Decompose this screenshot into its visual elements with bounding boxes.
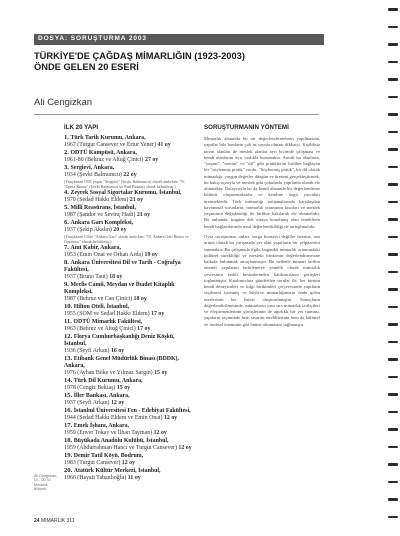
vote-count: 16 oy	[110, 348, 125, 354]
rank-number: 20.	[64, 467, 73, 474]
building-name: Hilton Oteli, İstanbul,	[73, 304, 130, 310]
building-detail: 1963 (Behruz ve Altuğ Çinici)	[64, 326, 136, 332]
rank-number: 2.	[64, 149, 69, 156]
list-item	[64, 355, 196, 377]
building-detail: 1937 (Şekip Akalın)	[64, 227, 112, 233]
binding-ring	[388, 166, 398, 169]
right-column-heading: SORUŞTURMANIN YÖNTEMİ	[204, 124, 289, 131]
list-item	[64, 407, 196, 422]
building-name: Zeyrek Sosyal Sigortalar Kurumu, İstanbul,	[70, 190, 182, 196]
binding-ring	[388, 306, 398, 309]
binding-ring	[388, 78, 398, 81]
page-title-line-1: TÜRKİYE'DE ÇAĞDAŞ MİMARLIĞIN (1923-2003)	[34, 51, 245, 61]
method-paragraph: Oysa soruşturma, onları, sorgu bonservi değiller üzerine, ana ürünü olarak bu yarışmada yer alan yapıtların bir yelpazesini sunmaktır. Bu çalışmada ilgili, bugünkü mimarlık ortamındaki kültürel sürekliliği ve mesleki birikimin değerlendirmesine katkıda bulunmak amaçlanmıştır. Bu nedenle mimari tarihin önemli yapılarını belirlemeye yönelik olarak mimarlık çevresinin farklı kesimlerinden katılımcıların görüşleri toplanmıştır. Katılımcılara gönderilen sorular ile, her birinin kendi deneyimleri ve bilgi birikimleri çerçevesinde yapıların seçilmesi istenmiş ve böylece mimarlığımızın önde gelen eserlerinin bir listesi oluşturulmuştur. Sonuçların değerlendirilmesinde, mimarların yanı sıra mimarlık tarihçileri ve eleştirmenlerinin görüşlerinin de ağırlıklı bir yer tutması, yapıların seçiminde hem tasarım niteliklerinin hem de kültürel ve tarihsel öneminin göz önüne alınmasını sağlamıştır.	[204, 234, 320, 327]
building-name: ODTÜ Mimarlık Fakültesi,	[73, 319, 143, 325]
building-detail: 1978 (Cengiz Bektaş)	[64, 385, 116, 391]
rank-number: 5.	[64, 204, 69, 211]
method-paragraph: Mimarlık alanında bu tür değerlendirmelerin yapılmasına, yapıtlar bile bunların çok az sayıda olması dikkatçi. Kişiliksiz tarzın alanları de meslek alanlar ayrı bicimde çalışması ve kendi alanlarını ayrı varlıkla korumakta. Ancak bu alanların, "yaşam", "üretim" ve "dil" gibi pratiklerini birlikte bağlayan bir "söylenmiş pratik" vardır. "Söylenmiş pratik", bir dil olarak mimarlığı, yaygın değerler düzgün ve üretimi gerçekleştirmek, bu bakış açısıyla ve meslek gibi çokuluslu yapılarda olarak ele alınmakta. Dolayısıyla bu da kendi alanında bir değerlendirme kültürü oluşturmaktadır ve kendine özgü yayınları üretmektedir. Türk mimarlığı tartışmalarında karşılaşılan kavramsal sorunların, mimarlık ortamının kısıtları ve meslek yaşamının değişkenliği ile birlikte bakılarak ele alınmalıdır. Bu anlamda, bugüne dek ortaya konulmuş olan örneklerin kendi bağlamlarında nasıl değerlendirildiği de tartışılmalıdır.	[204, 136, 320, 229]
vote-count: 19 oy	[144, 252, 158, 258]
binding-ring	[388, 288, 398, 291]
binding-ring	[388, 218, 398, 221]
building-name: ODTÜ Kampüsü, Ankara,	[70, 150, 137, 156]
rank-number: 13.	[64, 355, 73, 362]
divider-left-header	[34, 114, 319, 115]
list-item	[64, 333, 196, 355]
method-text	[204, 136, 320, 332]
vote-count: 12 oy	[178, 445, 192, 451]
building-detail: 1937 (Seyfi Arkan)	[64, 400, 110, 406]
vote-count: 21 oy	[129, 197, 144, 203]
binding-ring	[388, 253, 398, 256]
vote-count: 41 oy	[157, 142, 171, 148]
building-detail: 1955 (SOM ve Sedad Hakkı Eldem)	[64, 311, 150, 317]
binding-ring	[388, 183, 398, 186]
building-name: Ankara Üniversitesi Dil ve Tarih - Coğrafya Fakültesi,	[64, 260, 181, 273]
binding-ring	[388, 271, 398, 274]
author-sidenote: Ali Cengizkan, Dr., ODTÜ Mimarlık Bölümü	[34, 474, 57, 491]
binding-ring	[388, 463, 398, 466]
rank-number: 17.	[64, 422, 73, 429]
rank-number: 9.	[64, 281, 69, 288]
vote-count: 12 oy	[110, 400, 125, 406]
rank-number: 14.	[64, 377, 73, 384]
vote-count: 20 oy	[113, 227, 127, 233]
binding-ring	[388, 323, 398, 326]
rank-number: 10.	[64, 303, 73, 310]
building-name: İstanbul Üniversitesi Fen - Edebiyat Fakültesi,	[73, 408, 191, 414]
binding-ring	[388, 341, 398, 344]
page-number: 24	[34, 518, 40, 524]
vote-count: 21 oy	[136, 212, 151, 218]
building-name: Türk Tarih Kurumu, Ankara,	[70, 135, 146, 141]
rank-number: 16.	[64, 407, 73, 414]
vote-count: 15 oy	[154, 370, 168, 376]
building-detail: 1959 (Abdurrahman Hancı ve Turgut Cansever)	[64, 445, 177, 451]
author-name: Ali Cengizkan	[34, 97, 93, 108]
vote-count: 17 oy	[151, 311, 165, 317]
list-item	[64, 149, 196, 164]
building-detail: 1970 (Sedad Hakkı Eldem)	[64, 197, 129, 203]
vote-count: 12 oy	[153, 430, 167, 436]
item-note: (Yarışkazan 1931 yapısı "Sergievi" (Şevki Balmumcu) olarak anılırken; 'IV. "Opera Binası" (Şevki Balmumcu ve Paul Bonatz) olarak belirtilmiş.)	[64, 179, 186, 189]
binding-ring	[388, 358, 398, 361]
building-detail: 1987 (Şandor ve Sevinç Hadi)	[64, 212, 136, 218]
page-footer	[34, 518, 74, 524]
building-name: Demir Tatil Köyü, Bodrum,	[73, 453, 144, 459]
building-name: Atatürk Kültür Merkezi, İstanbul,	[73, 468, 161, 474]
binding-ring	[388, 201, 398, 204]
vote-count: 27 oy	[145, 157, 159, 163]
building-detail: 1967 (Turgut Cansever ve Ertur Yener)	[64, 142, 156, 148]
spiral-binding	[386, 0, 400, 536]
building-name: Etibank Genel Müdürlük Binası (BDDK), Ankara,	[64, 356, 179, 369]
building-detail: 1983 (Turgut Cansever)	[64, 460, 121, 466]
binding-ring	[388, 428, 398, 431]
binding-ring	[388, 8, 398, 11]
binding-ring	[388, 131, 398, 134]
list-item	[64, 204, 196, 219]
binding-ring	[388, 96, 398, 99]
rank-number: 12.	[64, 333, 73, 340]
left-column-heading: İLK 20 YAPI	[64, 124, 99, 131]
rank-number: 19.	[64, 452, 73, 459]
binding-ring	[388, 113, 398, 116]
building-name: Milli Reasürans, İstanbul,	[70, 205, 136, 211]
list-item	[64, 219, 196, 244]
rank-number: 3.	[64, 164, 69, 171]
list-item	[64, 422, 196, 437]
binding-ring	[388, 411, 398, 414]
item-note: (Yarışkazan 1'ü'de "Ankara Garı" olarak anılırken; "IV. Ankara Garı Binası ve Gazinosu" olarak belirtilmiş.)	[64, 234, 189, 244]
building-detail: 1953 (Emin Onat ve Orhan Arda)	[64, 252, 144, 258]
building-name: Sergievi, Ankara,	[70, 165, 115, 171]
rank-number: 6.	[64, 219, 69, 226]
list-item	[64, 259, 196, 281]
building-detail: 1976 (Ayhan Böke ve Yılmaz Sargın)	[64, 370, 153, 376]
top-20-list	[64, 134, 196, 482]
building-detail: 1959 (Enver Tokay ve İlhan Tayman)	[64, 430, 153, 436]
rank-number: 7.	[64, 244, 69, 251]
building-detail: 1936 (Seyfi Arkan)	[64, 348, 110, 354]
building-name: Anıt Kabir, Ankara,	[70, 245, 121, 251]
rank-number: 1.	[64, 134, 69, 141]
building-name: Ankara Garı Kompleksi,	[70, 220, 134, 226]
building-name: Büyükada Anadolu Kulübü, İstanbul,	[73, 438, 169, 444]
binding-ring	[388, 393, 398, 396]
building-detail: 1934 (Şevki Balmumcu)	[64, 172, 122, 178]
vote-count: 18 oy	[109, 274, 123, 280]
section-tag: DOSYA: SORUŞTURMA 2003	[38, 35, 147, 42]
binding-ring	[388, 498, 398, 501]
building-detail: 1961-80 (Behruz ve Altuğ Çinici)	[64, 157, 144, 163]
building-name: Emek İşhanı, Ankara,	[73, 423, 130, 429]
list-item	[64, 452, 196, 467]
rank-number: 18.	[64, 437, 73, 444]
building-name: Türk Dil Kurumu, Ankara,	[73, 378, 143, 384]
binding-ring	[388, 446, 398, 449]
rank-number: 15.	[64, 392, 73, 399]
magazine-name: MİMARLIK 311	[40, 518, 75, 524]
list-item	[64, 392, 196, 407]
list-item	[64, 318, 196, 333]
binding-ring	[388, 26, 398, 29]
building-detail: 1944 (Sedad Hakkı Eldem ve Emin Onat)	[64, 415, 163, 421]
building-detail: 1966 (Hayati Tabanlıoğlu)	[64, 475, 127, 481]
list-item	[64, 377, 196, 392]
rank-number: 4.	[64, 189, 69, 196]
building-name: Florya Cumhurbaşkanlığı Deniz Köşkü, İstanbul,	[64, 334, 175, 347]
vote-count: 11 oy	[127, 475, 141, 481]
vote-count: 18 oy	[133, 296, 147, 302]
building-name: Meclis Camii, Meydan ve İbadet Kitaplık Kompleksi,	[64, 282, 175, 295]
list-item	[64, 189, 196, 204]
binding-ring	[388, 236, 398, 239]
vote-count: 17 oy	[137, 326, 151, 332]
list-item	[64, 134, 196, 149]
section-tag-bar	[34, 34, 324, 45]
list-item	[64, 281, 196, 303]
list-item	[64, 303, 196, 318]
list-item	[64, 467, 196, 482]
rank-number: 8.	[64, 259, 69, 266]
page-title-line-2: ÖNDE GELEN 20 ESERİ	[34, 62, 139, 72]
vote-count: 15 oy	[116, 385, 131, 391]
list-item	[64, 164, 196, 189]
binding-ring	[388, 61, 398, 64]
binding-ring	[388, 516, 398, 519]
binding-ring	[388, 376, 398, 379]
vote-count: 12 oy	[163, 415, 178, 421]
rank-number: 11.	[64, 318, 72, 325]
building-detail: 1987 (Behruz ve Can Çinici)	[64, 296, 133, 302]
binding-ring	[388, 481, 398, 484]
list-item	[64, 244, 196, 259]
building-name: İller Bankası, Ankara,	[73, 393, 130, 399]
vote-count: 12 oy	[121, 460, 136, 466]
building-detail: 1937 (Bruno Taut)	[64, 274, 108, 280]
binding-ring	[388, 148, 398, 151]
list-item	[64, 437, 196, 452]
vote-count: 22 oy	[123, 172, 137, 178]
binding-ring	[388, 43, 398, 46]
page-title	[34, 51, 334, 73]
